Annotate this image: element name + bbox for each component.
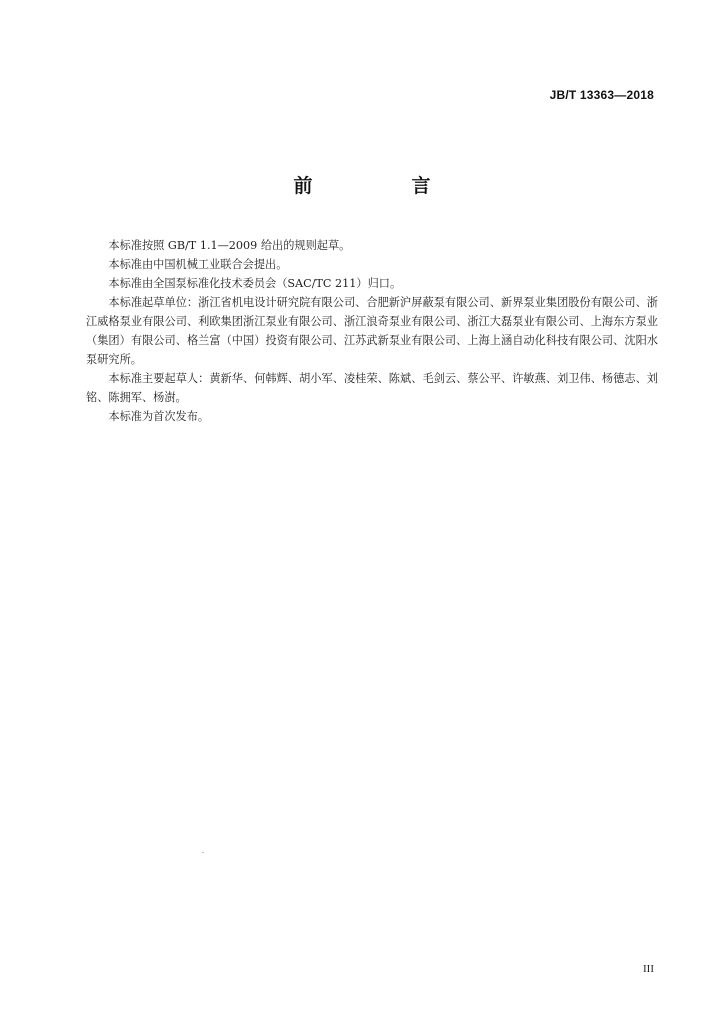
scan-speck: [202, 852, 204, 853]
document-code: JB/T 13363—2018: [549, 88, 654, 102]
paragraph-proposer: 本标准由中国机械工业联合会提出。: [108, 258, 288, 271]
page-title: 前 言: [293, 175, 471, 197]
page-number: III: [643, 963, 654, 975]
paragraph-first-release: 本标准为首次发布。: [108, 410, 210, 423]
paragraph-drafting-units: 本标准起草单位：浙江省机电设计研究院有限公司、合肥新沪屏蔽泵有限公司、新界泵业集团股份有限公司、浙江威格泵业有限公司、利欧集团浙江泵业有限公司、浙江浪奇泵业有限公司、浙江大磊泵业有限公司、上海东方泵业（集团）有限公司、格兰富（中国）投资有限公司、江苏武新泵业有限公司、上海上涵自动化科技有限公司、沈阳水泵研究所。: [86, 296, 658, 366]
foreword-body: [86, 236, 658, 426]
paragraph-drafting-rules: 本标准按照 GB/T 1.1—2009 给出的规则起草。: [108, 239, 351, 252]
paragraph-committee: 本标准由全国泵标准化技术委员会（SAC/TC 211）归口。: [108, 277, 402, 290]
paragraph-drafters: 本标准主要起草人：黄新华、何韩辉、胡小军、凌桂荣、陈斌、毛剑云、蔡公平、许敏燕、刘卫伟、杨德志、刘铭、陈拥军、杨澍。: [86, 372, 658, 404]
